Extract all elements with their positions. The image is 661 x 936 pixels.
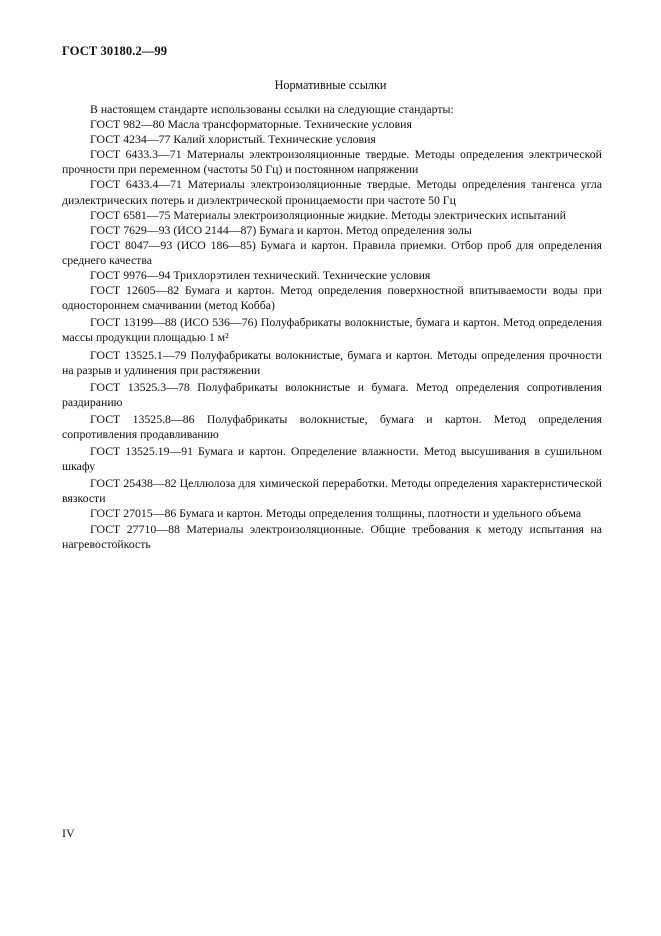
reference-item: ГОСТ 13525.3—78 Полуфабрикаты волокнистые и бумага. Метод определения сопротивления раздиранию (62, 379, 602, 409)
reference-item: ГОСТ 6581—75 Материалы электроизоляционные жидкие. Методы электрических испытаний (90, 207, 566, 222)
reference-item: ГОСТ 13525.1—79 Полуфабрикаты волокнистые, бумага и картон. Методы определения прочности на разрыв и удлинения при растяжении (62, 347, 602, 377)
reference-item: ГОСТ 7629—93 (ИСО 2144—87) Бумага и картон. Метод определения золы (90, 222, 472, 237)
reference-item: ГОСТ 982—80 Масла трансформаторные. Технические условия (90, 117, 412, 132)
reference-item: ГОСТ 4234—77 Калий хлористый. Технические условия (90, 132, 376, 147)
reference-item: ГОСТ 12605—82 Бумага и картон. Метод определения поверхностной впитываемости воды при одностороннем смачивании (метод Кобба) (62, 283, 602, 313)
reference-item: ГОСТ 8047—93 (ИСО 186—85) Бумага и картон. Правила приемки. Отбор проб для определения среднего качества (62, 237, 602, 267)
page-number: IV (62, 826, 75, 840)
reference-item: ГОСТ 27710—88 Материалы электроизоляционные. Общие требования к методу испытания на нагревостойкость (62, 521, 602, 551)
reference-item: ГОСТ 13525.19—91 Бумага и картон. Определение влажности. Метод высушивания в сушильном шкафу (62, 444, 602, 474)
reference-item: ГОСТ 6433.4—71 Материалы электроизоляционные твердые. Методы определения тангенса угла диэлектрических потерь и диэлектрической проницаемости при частоте 50 Гц (62, 177, 602, 207)
reference-item: ГОСТ 6433.3—71 Материалы электроизоляционные твердые. Методы определения электрической прочности при переменном (частоты 50 Гц) и постоянном напряжении (62, 147, 602, 177)
reference-item: ГОСТ 13525.8—86 Полуфабрикаты волокнистые, бумага и картон. Метод определения сопротивления продавливанию (62, 411, 602, 441)
reference-item: ГОСТ 25438—82 Целлюлоза для химической переработки. Методы определения характеристической вязкости (62, 476, 602, 506)
section-title: Нормативные ссылки (274, 78, 387, 92)
reference-item: ГОСТ 9976—94 Трихлорэтилен технический. Технические условия (90, 268, 431, 283)
document-code-header: ГОСТ 30180.2—99 (62, 44, 168, 58)
references-list (62, 102, 602, 552)
reference-item: ГОСТ 13199—88 (ИСО 536—76) Полуфабрикаты волокнистые, бумага и картон. Метод определения массы продукции площадью 1 м² (62, 315, 602, 345)
intro-paragraph: В настоящем стандарте использованы ссылки на следующие стандарты: (90, 102, 454, 116)
reference-item: ГОСТ 27015—86 Бумага и картон. Методы определения толщины, плотности и удельного объема (90, 506, 582, 521)
